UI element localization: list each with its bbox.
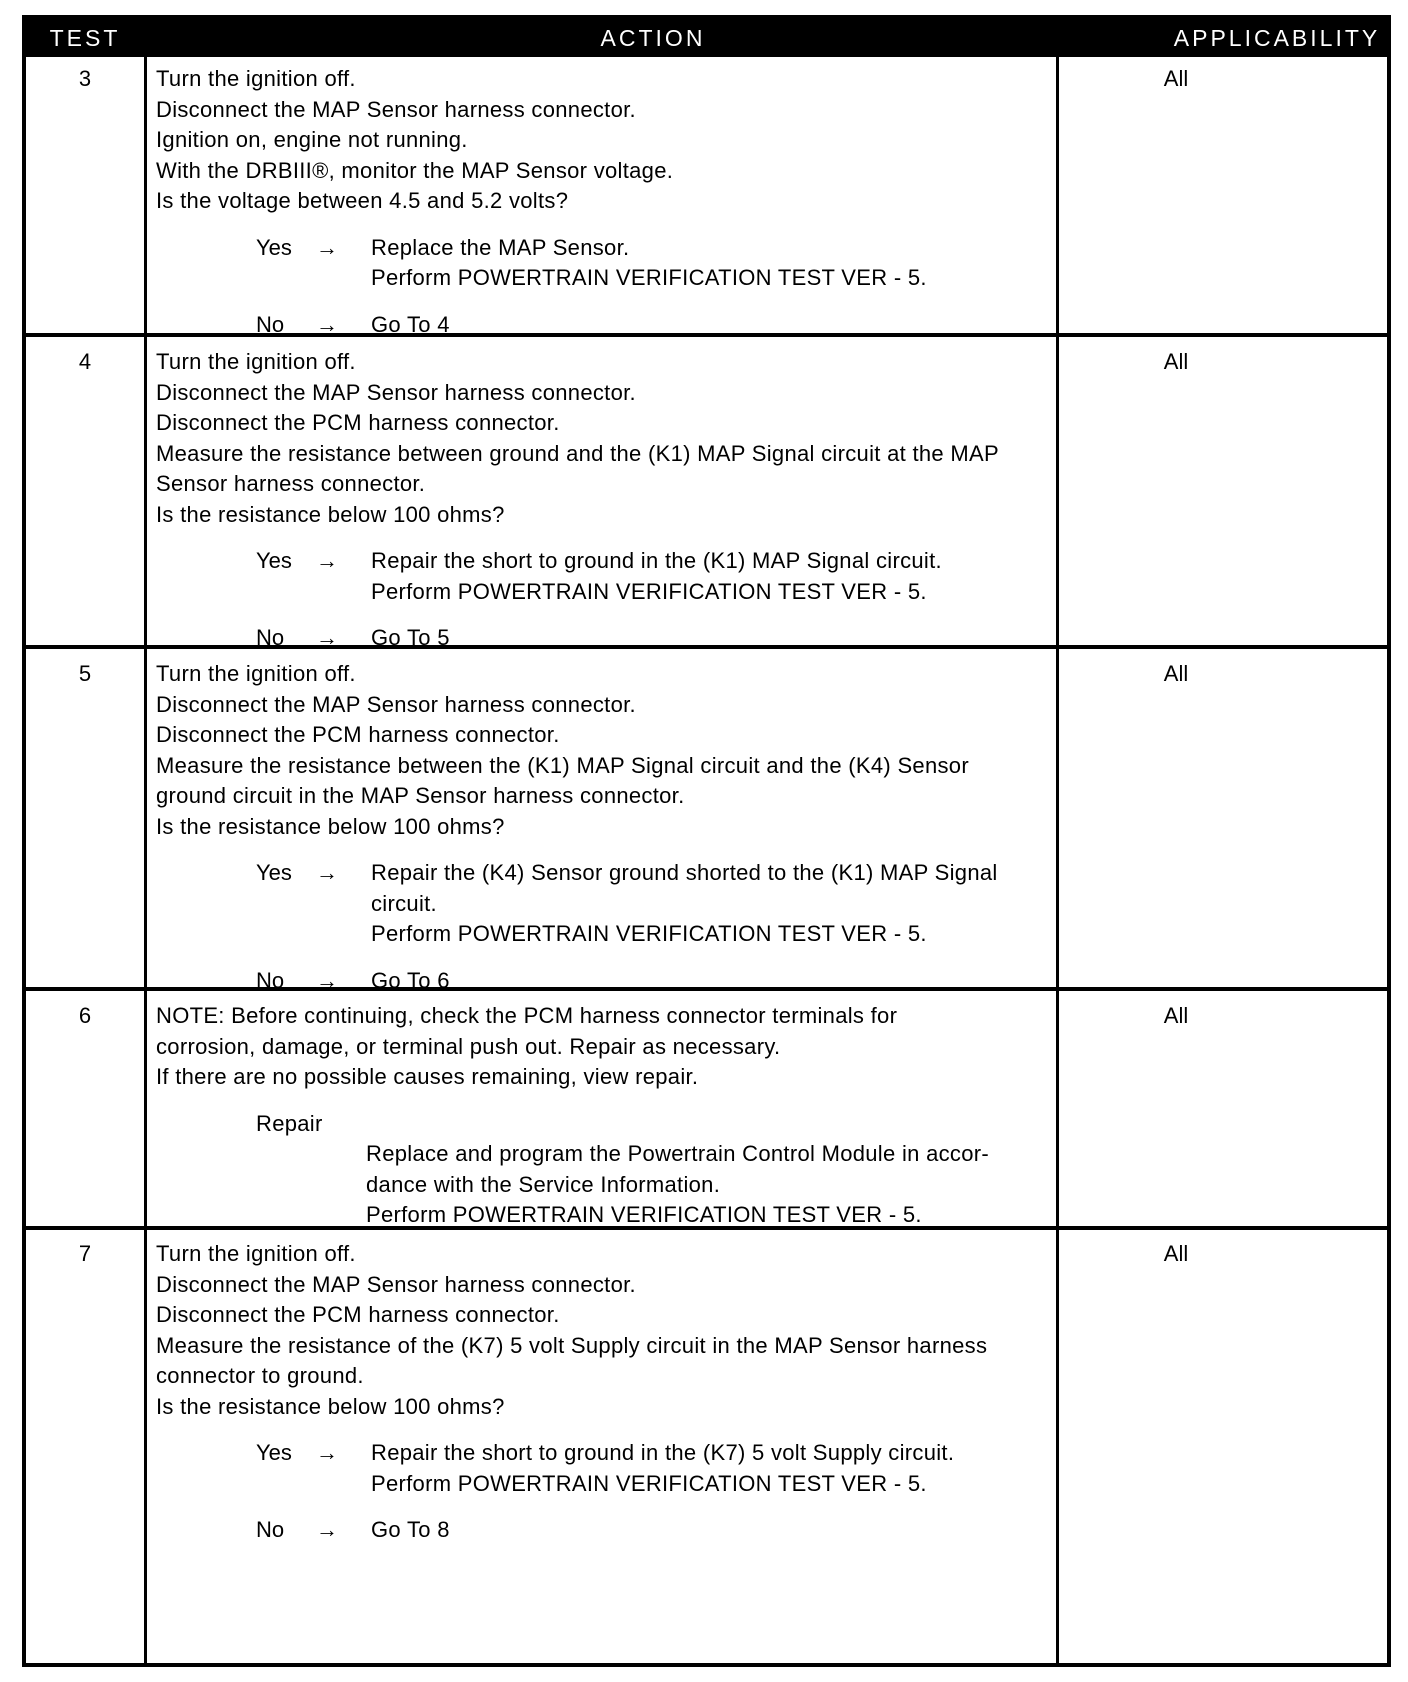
no-branch (156, 623, 1156, 654)
no-goto: Go To 8 (371, 1517, 450, 1542)
applicability-value: All (1163, 66, 1189, 91)
action-line: Is the resistance below 100 ohms? (156, 1393, 505, 1419)
action-line: Disconnect the PCM harness connector. (156, 1302, 560, 1327)
test-number: 3 (78, 66, 92, 91)
no-label: No (256, 967, 285, 993)
arrow-icon: → (316, 1517, 338, 1542)
action-line: Is the voltage between 4.5 and 5.2 volts? (156, 188, 569, 213)
action-line: Turn the ignition off. (156, 1241, 356, 1266)
action-line: connector to ground. (156, 1363, 364, 1388)
action-line: Disconnect the MAP Sensor harness connector. (156, 691, 636, 717)
action-line: Measure the resistance of the (K7) 5 volt Supply circuit in the MAP Sensor harness (156, 1332, 988, 1358)
table-header (26, 19, 1387, 57)
action-line: Measure the resistance between the (K1) MAP Signal circuit and the (K4) Sensor (156, 752, 969, 778)
action-line: Turn the ignition off. (156, 661, 356, 686)
test-number: 6 (78, 1003, 92, 1028)
action-line: Is the resistance below 100 ohms? (156, 813, 505, 839)
action-line: Sensor harness connector. (156, 471, 426, 496)
applicability-value: All (1163, 1003, 1189, 1028)
action-line: corrosion, damage, or terminal push out. Repair as necessary. (156, 1033, 781, 1059)
yes-branch (156, 233, 1156, 294)
action-line: Ignition on, engine not running. (156, 127, 468, 152)
action-line: Disconnect the PCM harness connector. (156, 410, 560, 435)
applicability-value: All (1163, 349, 1189, 374)
yes-line: Replace the MAP Sensor. (371, 234, 630, 260)
no-goto: Go To 4 (371, 311, 450, 337)
yes-line: Perform POWERTRAIN VERIFICATION TEST VER - 5. (371, 921, 927, 946)
arrow-icon: → (316, 860, 338, 885)
no-goto: Go To 6 (371, 967, 450, 993)
action-line: Disconnect the MAP Sensor harness connector. (156, 379, 636, 405)
arrow-icon: → (316, 1440, 338, 1465)
action-line: Is the resistance below 100 ohms? (156, 501, 505, 527)
applicability-value: All (1163, 1241, 1189, 1266)
action-cell (156, 1239, 1156, 1546)
no-label: No (256, 1517, 285, 1542)
yes-label: Yes (256, 1440, 292, 1465)
action-cell (156, 64, 1156, 340)
action-line: Turn the ignition off. (156, 349, 356, 374)
yes-line: Repair the (K4) Sensor ground shorted to the (K1) MAP Signal (371, 860, 998, 885)
no-branch (156, 966, 1156, 997)
column-divider-test (144, 57, 147, 1663)
yes-line: Perform POWERTRAIN VERIFICATION TEST VER - 5. (371, 578, 927, 604)
yes-branch (156, 1438, 1156, 1499)
no-label: No (256, 625, 285, 650)
no-branch (156, 310, 1156, 341)
header-action: ACTION (600, 25, 706, 51)
action-line: Disconnect the MAP Sensor harness connector. (156, 96, 636, 122)
repair-label: Repair (256, 1110, 323, 1136)
yes-branch (156, 858, 1156, 950)
action-cell (156, 347, 1156, 654)
yes-label: Yes (256, 548, 292, 573)
action-line: Turn the ignition off. (156, 66, 356, 91)
action-line: Disconnect the PCM harness connector. (156, 722, 560, 747)
action-cell (156, 659, 1156, 996)
repair-block (156, 1109, 1156, 1231)
no-branch (156, 1515, 1156, 1546)
arrow-icon: → (316, 967, 338, 993)
yes-line: Perform POWERTRAIN VERIFICATION TEST VER - 5. (371, 1470, 927, 1496)
no-label: No (256, 311, 285, 337)
action-line: If there are no possible causes remaining, view repair. (156, 1064, 699, 1089)
no-goto: Go To 5 (371, 625, 450, 650)
applicability-value: All (1163, 661, 1189, 686)
action-line: ground circuit in the MAP Sensor harness connector. (156, 783, 685, 808)
action-line: With the DRBIII®, monitor the MAP Sensor voltage. (156, 157, 674, 183)
yes-line: circuit. (371, 890, 437, 916)
arrow-icon: → (316, 548, 338, 573)
arrow-icon: → (316, 625, 338, 650)
header-test: TEST (49, 25, 121, 51)
repair-line: Replace and program the Powertrain Control Module in accor- (366, 1141, 990, 1166)
yes-label: Yes (256, 860, 292, 885)
arrow-icon: → (316, 234, 338, 260)
yes-line: Perform POWERTRAIN VERIFICATION TEST VER - 5. (371, 265, 927, 290)
repair-line: dance with the Service Information. (366, 1171, 721, 1197)
action-line: Disconnect the MAP Sensor harness connector. (156, 1271, 636, 1297)
diagnostic-table (22, 15, 1391, 1667)
test-number: 4 (78, 349, 92, 374)
yes-line: Repair the short to ground in the (K1) MAP Signal circuit. (371, 548, 942, 573)
repair-line: Perform POWERTRAIN VERIFICATION TEST VER - 5. (366, 1202, 922, 1227)
test-number: 5 (78, 661, 92, 686)
yes-branch (156, 546, 1156, 607)
action-line: NOTE: Before continuing, check the PCM harness connector terminals for (156, 1003, 898, 1028)
test-number: 7 (78, 1241, 92, 1266)
arrow-icon: → (316, 311, 338, 337)
header-applicability: APPLICABILITY (1173, 25, 1381, 51)
action-cell (156, 1001, 1156, 1231)
action-line: Measure the resistance between ground and the (K1) MAP Signal circuit at the MAP (156, 440, 999, 466)
yes-line: Repair the short to ground in the (K7) 5 volt Supply circuit. (371, 1440, 955, 1465)
yes-label: Yes (256, 234, 292, 260)
